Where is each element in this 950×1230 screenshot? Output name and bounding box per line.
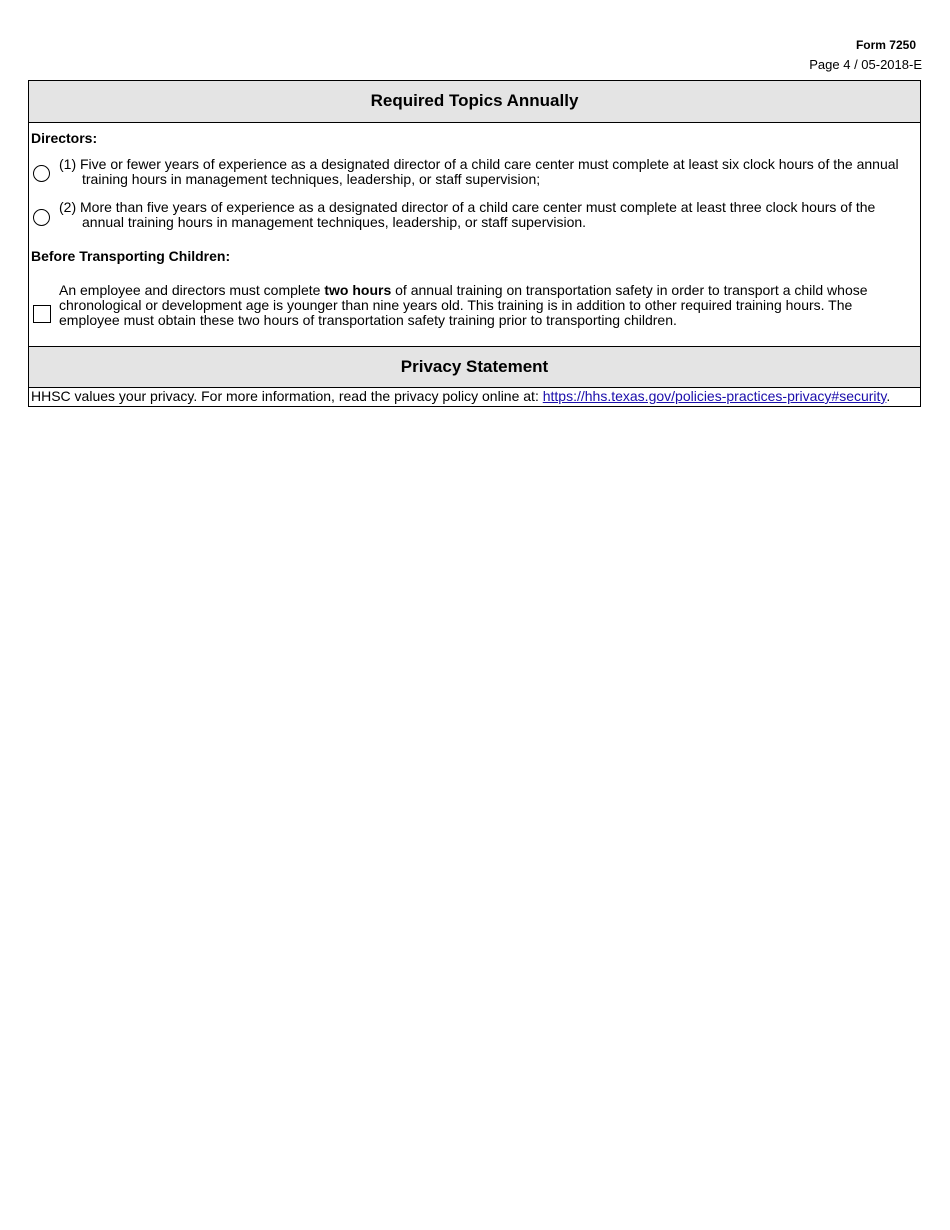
privacy-suffix: . — [886, 388, 891, 404]
director-option-1-text: (1) Five or fewer years of experience as a designated director of a child care center must complete at least six clock hours of the annual training hours in management techniques, leadership, or staff supervision; — [59, 156, 899, 187]
privacy-heading: Privacy Statement — [29, 346, 920, 388]
transport-text — [59, 283, 916, 328]
transport-text-bold: two hours — [324, 282, 392, 298]
form-number: Form 7250 — [855, 38, 916, 52]
transport-text-after: of annual training on transportation safety in order to transport a child whose chronological or development age is younger than nine years old. This training is in addition to other required training hours. The employee must obtain these two hours of transportation safety training prior to transporting children. — [59, 282, 868, 328]
privacy-policy-link[interactable]: https://hhs.texas.gov/policies-practices-privacy#security — [542, 388, 887, 404]
transport-training-checkbox[interactable] — [33, 305, 51, 323]
transport-text-before: An employee and directors must complete — [59, 282, 325, 298]
privacy-text: HHSC values your privacy. For more information, read the privacy policy online at: — [31, 388, 543, 404]
transport-label: Before Transporting Children: — [31, 248, 231, 264]
director-option-1-radio[interactable] — [33, 165, 50, 182]
required-topics-heading: Required Topics Annually — [29, 81, 920, 123]
form-section — [28, 80, 921, 407]
required-topics-body — [29, 123, 920, 346]
director-option-2-radio[interactable] — [33, 209, 50, 226]
directors-label: Directors: — [31, 130, 98, 146]
director-option-2-text: (2) More than five years of experience as a designated director of a child care center must complete at least three clock hours of the annual training hours in management techniques, leadership, or staff supervision. — [59, 199, 876, 230]
privacy-statement — [29, 388, 920, 406]
page-info: Page 4 / 05-2018-E — [809, 57, 922, 72]
